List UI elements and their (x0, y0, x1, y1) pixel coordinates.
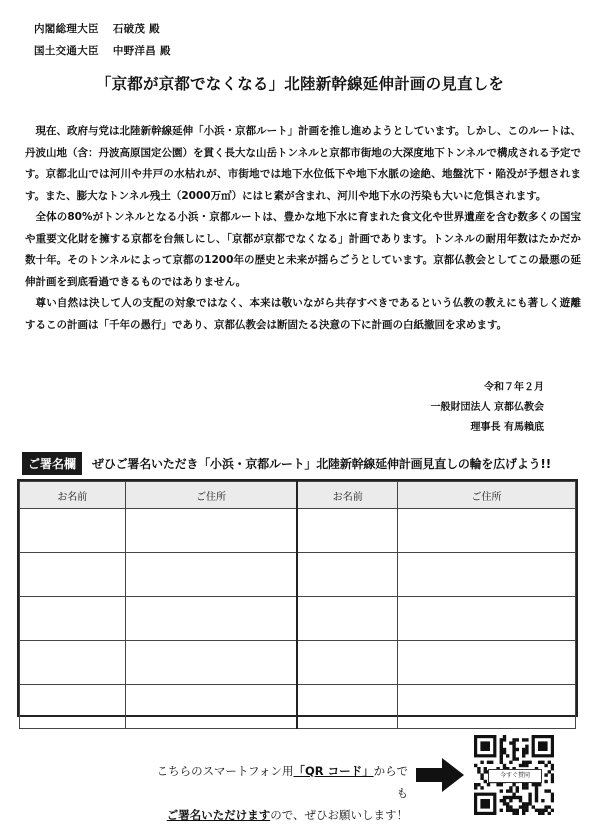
name-field[interactable] (297, 641, 397, 685)
qr-endorse-label: 今すぐ賛同 (488, 769, 542, 783)
qr-code[interactable] (474, 735, 554, 815)
table-row (20, 509, 576, 553)
name-field[interactable] (20, 553, 126, 597)
address-field[interactable] (125, 685, 297, 729)
body-paragraph: 尊い自然は決して人の支配の対象ではなく、本来は敬いながら共存すべきであるという仏教の教えにも著しく遊離するこの計画は「千年の愚行」であり、京都仏教会は断固たる決意の下に計画の白紙撤回を求めます。 (25, 297, 581, 331)
address-field[interactable] (125, 509, 297, 553)
signature-organization: 一般財団法人 京都仏教会 (430, 402, 544, 413)
signature-date: 令和７年２月 (484, 382, 544, 393)
qr-instructions (148, 760, 408, 826)
addressee-name: 石破茂 殿 (112, 23, 160, 35)
addressee-prime-minister (34, 21, 160, 36)
petition-body (25, 121, 581, 336)
body-paragraph: 全体の80%がトンネルとなる小浜・京都ルートは、豊かな地下水に育まれた食文化や世界遺産を含む数多くの国宝や重要文化財を擁する京都を台無しにし、「京都が京都でなくなる」計画であります。トンネルの耐用年数はたかだか数十年。そのトンネルによって京都の1200年の歴史と未来が揺らごうとしています。京都仏教会としてこの最悪の延伸計画を到底看過できるものではありません。 (25, 211, 581, 288)
table-row (20, 685, 576, 729)
addressee-title: 内閣総理大臣 (34, 23, 99, 35)
addressee-title: 国土交通大臣 (34, 45, 99, 57)
qr-text-post: ので、ぜひお願いします！ (270, 808, 408, 822)
qr-text-post: からでも (373, 764, 408, 800)
qr-code-label: 「QR コード」 (293, 764, 374, 778)
name-field[interactable] (20, 641, 126, 685)
name-field[interactable] (297, 597, 397, 641)
signature-call-to-action: ぜひご署名いただき「小浜・京都ルート」北陸新幹線延伸計画見直しの輪を広げよう!! (92, 457, 551, 471)
address-field[interactable] (398, 509, 576, 553)
address-field[interactable] (398, 597, 576, 641)
table-header-row (20, 482, 576, 509)
column-header-name: お名前 (297, 482, 397, 509)
petition-title: 「京都が京都でなくなる」北陸新幹線延伸計画の見直しを (95, 75, 505, 93)
name-field[interactable] (297, 509, 397, 553)
table-row (20, 641, 576, 685)
signature-table (19, 481, 576, 729)
address-field[interactable] (398, 685, 576, 729)
qr-instruction-line (148, 760, 408, 804)
address-field[interactable] (398, 553, 576, 597)
table-row (20, 597, 576, 641)
signature-section-badge: ご署名欄 (22, 452, 82, 475)
address-field[interactable] (125, 641, 297, 685)
name-field[interactable] (297, 553, 397, 597)
address-field[interactable] (125, 597, 297, 641)
body-paragraph: 現在、政府与党は北陸新幹線延伸「小浜・京都ルート」計画を推し進めようとしています。しかし、このルートは、丹波山地（含：丹波高原国定公園）を貫く長大な山岳トンネルと京都市街地の大深度地下トンネルで構成される予定です。京都北山では河川や井戸の水枯れが、市街地では地下水位低下や地下水脈の途絶、地盤沈下・陥没が予想されます。また、膨大なトンネル残土（2000万㎥）にはヒ素が含まれ、河川や地下水の汚染も大いに危惧されます。 (25, 125, 581, 202)
name-field[interactable] (20, 597, 126, 641)
signature-banner (22, 452, 551, 475)
name-field[interactable] (297, 685, 397, 729)
qr-sign-online: ご署名いただけます (166, 808, 271, 822)
column-header-address: ご住所 (125, 482, 297, 509)
addressee-name: 中野洋昌 殿 (112, 45, 171, 57)
qr-text-pre: こちらのスマートフォン用 (156, 764, 294, 778)
address-field[interactable] (125, 553, 297, 597)
signature-sheet (17, 479, 578, 717)
column-header-name: お名前 (20, 482, 126, 509)
name-field[interactable] (20, 685, 126, 729)
signature-person: 理事長 有馬賴底 (470, 422, 544, 433)
name-field[interactable] (20, 509, 126, 553)
address-field[interactable] (398, 641, 576, 685)
addressee-mlit-minister (34, 43, 171, 58)
qr-instruction-line (148, 804, 408, 826)
column-header-address: ご住所 (398, 482, 576, 509)
arrow-right-icon (416, 758, 464, 792)
table-row (20, 553, 576, 597)
